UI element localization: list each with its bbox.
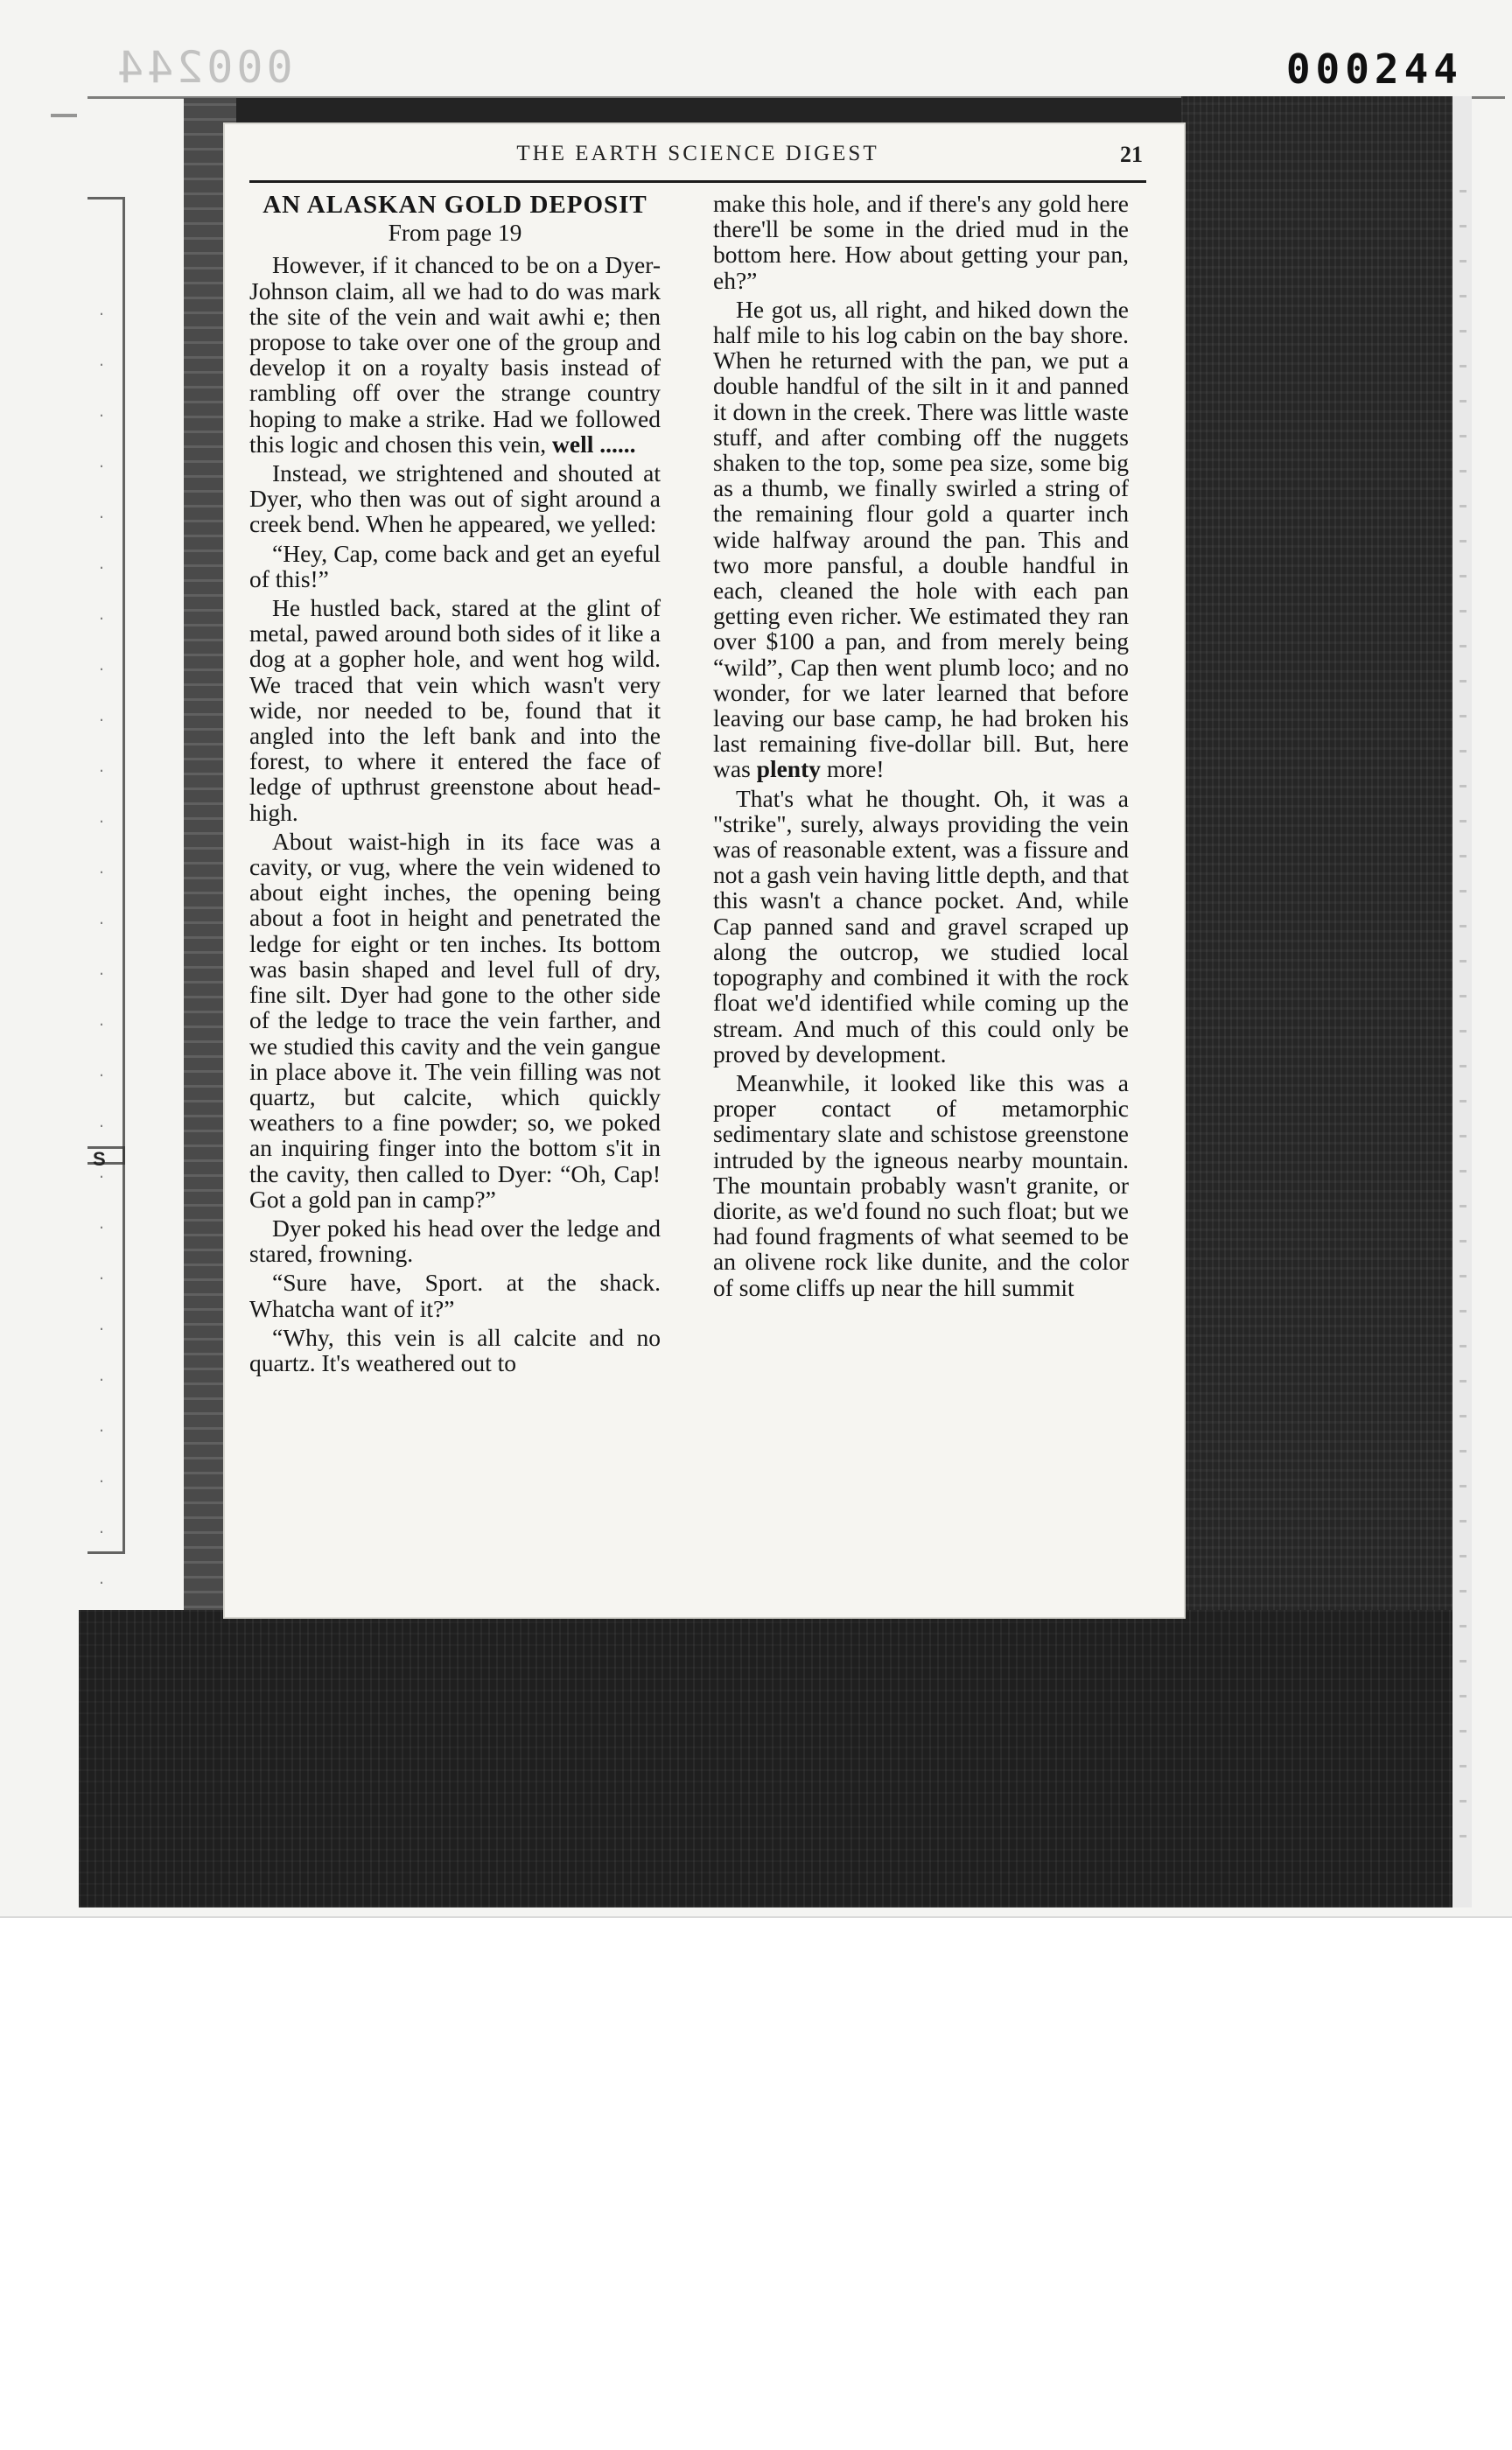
paragraph: “Sure have, Sport. at the shack. Whatcha want of it?” (249, 1269, 661, 1322)
text-column-left (249, 191, 661, 1379)
margin-bleed-marks: · · · · · · · · · · · · · · · · · · · · · · · · · · (97, 306, 106, 1591)
continued-line: From page 19 (388, 219, 522, 247)
ghost-stamp-number: 000244 (114, 42, 293, 93)
magazine-page (223, 122, 1186, 1619)
page-number: 21 (1120, 142, 1143, 167)
paragraph: About waist-high in its face was a cavity, or vug, where the vein widened to about eight inches, the opening being about a foot in height and penetrated the ledge for eight or ten inches. Its bottom was basin shaped and level full of dry, fine silt. Dyer had gone to the other side of the ledge to trace the vein farther, and we studied this cavity and the vein gangue in place above it. The vein filling was not quartz, but calcite, which quickly weathers to a fine powder; so, we poked an inquiring finger into the bottom s'it in the cavity, then called to Dyer: “Oh, Cap! Got a gold pan in camp?” (249, 827, 661, 1213)
paragraph: Meanwhile, it looked like this was a proper contact of metamorphic sedimentary slate and schistose greenstone intruded by the igneous nearby mountain. The mountain probably wasn't granite, or diorite, as we'd found no such float; but we had found fragments of what seemed to be an olivene rock like dunite, and the color of some cliffs up near the hill summit (713, 1068, 1129, 1301)
paragraph: make this hole, and if there's any gold here there'll be some in the dried mud in the bottom here. How about getting your pan, eh?” (713, 190, 1129, 294)
header-rule (249, 180, 1146, 183)
journal-title: THE EARTH SCIENCE DIGEST (516, 142, 879, 165)
paragraph: He got us, all right, and hiked down the half mile to his log cabin on the bay shore. When he returned with the pan, we put a double handful of the silt in it and panned it down in the creek. There was little waste stuff, and after combing off the nuggets shaken to the top, some pea size, some big as a thumb, we finally swirled a string of the remaining flour gold a quarter inch wide halfway around the pan. This and two more pansful, a double handful in each, cleaned the hole with each pan getting even richer. We estimated they ran over $100 a pan, and from merely being “wild”, Cap then went plumb loco; and no wonder, for we later learned that before leaving our base camp, he had broken his last remaining five-dollar bill. But, here was plenty more! (713, 295, 1129, 783)
photocopy-shadow-right (1181, 96, 1452, 1645)
paragraph: “Why, this vein is all calcite and no quartz. It's weathered out to (249, 1323, 661, 1376)
bates-stamp-number: 000244 (1285, 46, 1463, 93)
paragraph: Dyer poked his head over the ledge and stared, frowning. (249, 1214, 661, 1268)
article-headline: AN ALASKAN GOLD DEPOSIT (262, 191, 648, 219)
paragraph: He hustled back, stared at the glint of metal, pawed around both sides of it like a dog at a gopher hole, and went hog wild. We traced that vein which wasn't very wide, nor needed to be, found that it angled into the left bank and into the forest, to where it entered the face of ledge of upthrust greenstone about head-high. (249, 594, 661, 826)
text-column-right (713, 191, 1129, 1304)
paragraph: That's what he thought. Oh, it was a "strike", surely, always providing the vein was of reasonable extent, was a fissure and not a gash vein having little depth, and that this wasn't a chance pocket. And, while Cap panned sand and gravel scraped up along the outcrop, we studied local topography and combined it with the rock float we'd identified while coming up the stream. And much of this could only be proved by development. (713, 784, 1129, 1068)
paragraph: However, if it chanced to be on a Dyer-Johnson claim, all we had to do was mark the site of the vein and wait awhi e; then propose to take over one of the group and develop it on a royalty basis instead of rambling off over the strange country hoping to make a strike. Had we followed this logic and chosen this vein, well ...... (249, 251, 661, 458)
scan-edge-dots (1460, 175, 1466, 1838)
photocopy-shadow-bottom (79, 1610, 1452, 1908)
paragraph: “Hey, Cap, come back and get an eyeful of this!” (249, 539, 661, 592)
paragraph: Instead, we strightened and shouted at Dyer, who then was out of sight around a creek bend. When he appeared, we yelled: (249, 459, 661, 538)
margin-letter: S (93, 1148, 106, 1170)
scan-speck (51, 114, 77, 117)
running-head (249, 142, 1146, 177)
